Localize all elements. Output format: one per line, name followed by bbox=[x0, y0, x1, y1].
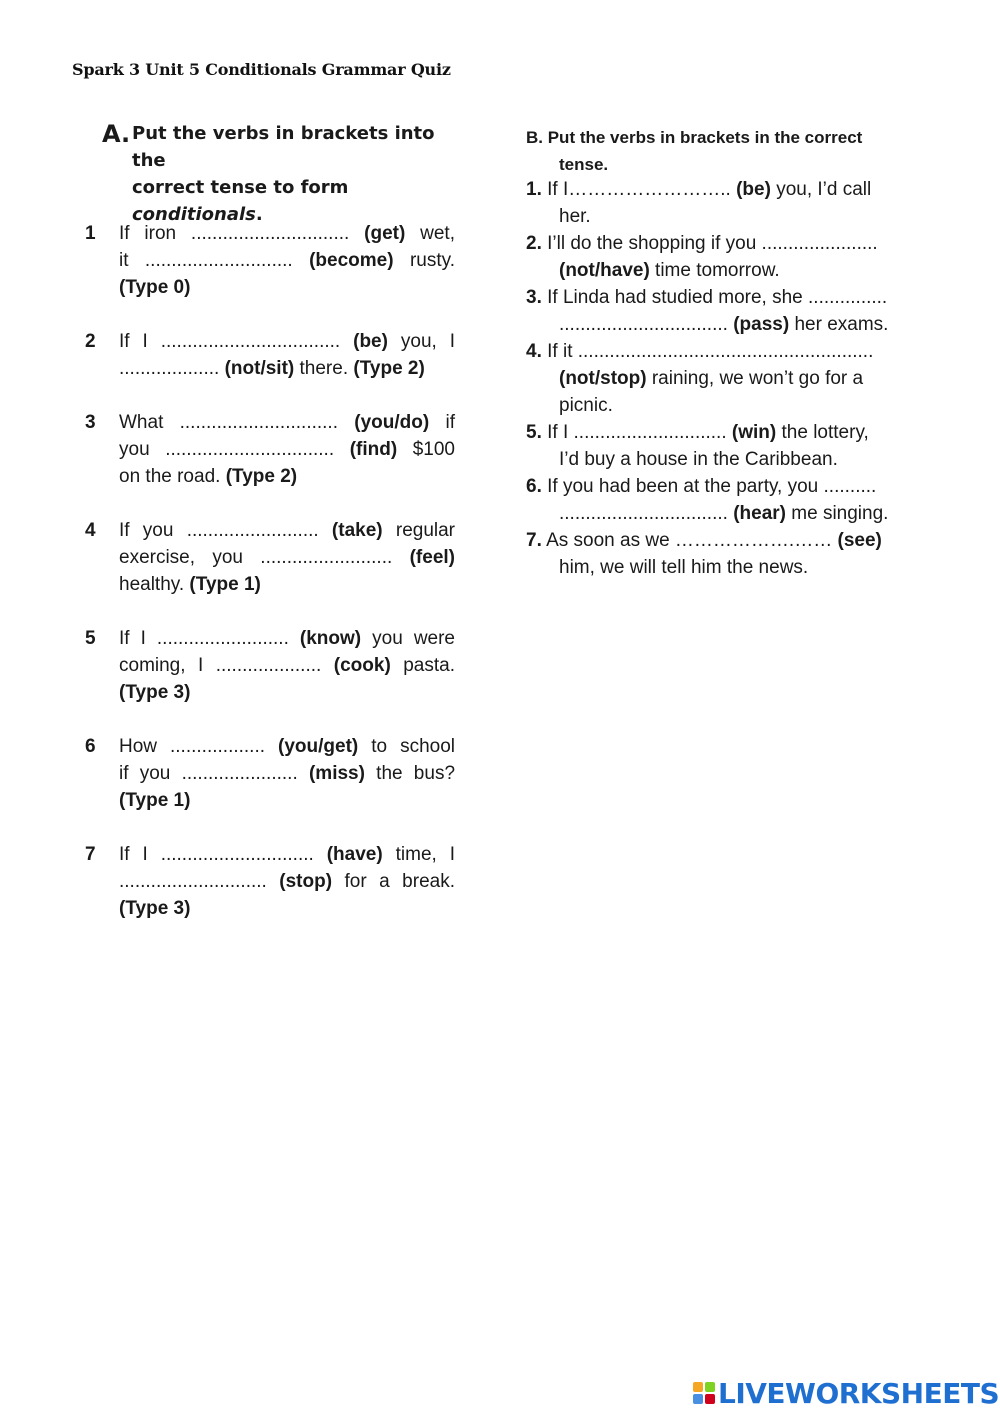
verb-prompt: (cook) bbox=[333, 655, 391, 676]
verb-prompt: (not/sit) bbox=[224, 358, 295, 379]
verb-prompt: (pass) bbox=[733, 314, 790, 335]
question-line bbox=[526, 311, 926, 338]
question-text: ................................ bbox=[559, 503, 734, 524]
question-text: regular bbox=[382, 520, 456, 541]
question-line bbox=[526, 257, 926, 284]
question-line bbox=[526, 203, 926, 230]
question-line bbox=[526, 338, 926, 365]
question-text: you ................................ bbox=[119, 439, 350, 460]
question-text: if bbox=[429, 412, 455, 433]
question-line bbox=[119, 544, 455, 571]
question-item bbox=[526, 284, 926, 338]
question-text: picnic. bbox=[559, 395, 613, 416]
question-text: raining, we won’t go for a bbox=[646, 368, 864, 389]
question-number: 3. bbox=[526, 287, 542, 308]
question-number: 4 bbox=[85, 520, 96, 541]
question-line bbox=[526, 392, 926, 419]
verb-prompt: (Type 3) bbox=[119, 898, 191, 919]
section-a-heading-period: . bbox=[255, 204, 263, 225]
question-text: him, we will tell him the news. bbox=[559, 557, 809, 578]
question-text: If I ......................... bbox=[119, 628, 300, 649]
liveworksheets-logo bbox=[693, 1376, 999, 1410]
question-number: 5 bbox=[85, 628, 96, 649]
section-a-letter: A. bbox=[102, 120, 131, 148]
verb-prompt: (stop) bbox=[279, 871, 333, 892]
question-text: I’d buy a house in the Caribbean. bbox=[559, 449, 838, 470]
verb-prompt: (not/stop) bbox=[559, 368, 647, 389]
verb-prompt: (Type 0) bbox=[119, 277, 191, 298]
section-b-question-list bbox=[526, 176, 926, 581]
question-number: 4. bbox=[526, 341, 542, 362]
question-line bbox=[119, 625, 455, 652]
question-text: time tomorrow. bbox=[649, 260, 780, 281]
question-item bbox=[526, 419, 926, 473]
question-text: you were bbox=[361, 628, 455, 649]
question-number: 2 bbox=[85, 331, 96, 352]
verb-prompt: (Type 2) bbox=[225, 466, 298, 487]
question-text: rusty. bbox=[393, 250, 455, 271]
question-text: for a break. bbox=[332, 871, 455, 892]
question-line bbox=[119, 436, 455, 463]
question-line bbox=[119, 517, 455, 544]
question-number: 1 bbox=[85, 223, 96, 244]
verb-prompt: (have) bbox=[326, 844, 383, 865]
question-item bbox=[526, 527, 926, 581]
logo-square bbox=[705, 1382, 715, 1392]
verb-prompt: (feel) bbox=[409, 547, 455, 568]
logo-text: LIVEWORKSHEETS bbox=[718, 1376, 1000, 1410]
question-number: 6 bbox=[85, 736, 96, 757]
question-line bbox=[119, 652, 455, 679]
question-number: 2. bbox=[526, 233, 542, 254]
question-line bbox=[119, 355, 455, 382]
question-number: 7. bbox=[526, 530, 542, 551]
question-text: How .................. bbox=[119, 736, 279, 757]
question-item bbox=[85, 733, 455, 814]
question-line bbox=[119, 733, 455, 760]
question-text: If it ........................................................ bbox=[541, 341, 874, 362]
question-number: 7 bbox=[85, 844, 96, 865]
verb-prompt: (become) bbox=[309, 250, 394, 271]
question-text: exercise, you ......................... bbox=[119, 547, 410, 568]
section-a-question-list bbox=[85, 220, 455, 949]
verb-prompt: (you/get) bbox=[278, 736, 359, 757]
question-text: the lottery, bbox=[776, 422, 869, 443]
question-line bbox=[526, 284, 926, 311]
question-line bbox=[119, 274, 455, 301]
question-line bbox=[526, 230, 926, 257]
question-line bbox=[119, 328, 455, 355]
question-text: her exams. bbox=[789, 314, 889, 335]
question-line bbox=[526, 446, 926, 473]
verb-prompt: (Type 3) bbox=[119, 682, 191, 703]
question-text: If you ......................... bbox=[119, 520, 332, 541]
question-item bbox=[526, 176, 926, 230]
verb-prompt: (be) bbox=[353, 331, 388, 352]
section-b-heading-line: tense. bbox=[559, 155, 609, 174]
question-line bbox=[119, 679, 455, 706]
question-text: If I ............................. bbox=[541, 422, 732, 443]
question-line bbox=[119, 463, 455, 490]
verb-prompt: (Type 1) bbox=[119, 790, 191, 811]
question-text: ............................ bbox=[119, 871, 280, 892]
verb-prompt: (take) bbox=[331, 520, 383, 541]
question-line bbox=[119, 787, 455, 814]
section-b-heading-line: B. Put the verbs in brackets in the correct bbox=[526, 128, 863, 147]
question-text: I’ll do the shopping if you ...................... bbox=[541, 233, 878, 254]
question-text: the bus? bbox=[364, 763, 456, 784]
question-line bbox=[526, 473, 926, 500]
question-line bbox=[526, 365, 926, 392]
question-text: If you had been at the party, you .......... bbox=[541, 476, 877, 497]
question-text: you, I’d call bbox=[770, 179, 872, 200]
question-text: ................................ bbox=[559, 314, 734, 335]
question-line bbox=[526, 554, 926, 581]
question-text: As soon as we ……………….…… bbox=[541, 530, 838, 551]
question-text: it ............................ bbox=[119, 250, 310, 271]
question-text: her. bbox=[559, 206, 591, 227]
section-a-heading-italic: conditionals bbox=[132, 204, 256, 225]
section-a-heading-line: correct tense to form bbox=[132, 177, 349, 198]
question-text: you, I bbox=[387, 331, 456, 352]
verb-prompt: (know) bbox=[299, 628, 362, 649]
question-line bbox=[526, 176, 926, 203]
question-text: to school bbox=[358, 736, 455, 757]
verb-prompt: (miss) bbox=[308, 763, 365, 784]
question-text: on the road. bbox=[119, 466, 226, 487]
question-line bbox=[119, 220, 455, 247]
question-line bbox=[119, 868, 455, 895]
question-text: If Linda had studied more, she ............... bbox=[541, 287, 888, 308]
question-line bbox=[119, 247, 455, 274]
question-number: 5. bbox=[526, 422, 542, 443]
section-a-heading bbox=[102, 120, 472, 228]
logo-square bbox=[693, 1394, 703, 1404]
question-line bbox=[119, 760, 455, 787]
question-number: 6. bbox=[526, 476, 542, 497]
logo-square bbox=[693, 1382, 703, 1392]
verb-prompt: (find) bbox=[349, 439, 398, 460]
verb-prompt: (be) bbox=[736, 179, 771, 200]
question-line bbox=[526, 527, 926, 554]
verb-prompt: (Type 1) bbox=[189, 574, 261, 595]
logo-square bbox=[705, 1394, 715, 1404]
question-text: if you ...................... bbox=[119, 763, 309, 784]
question-item bbox=[526, 473, 926, 527]
question-item bbox=[85, 409, 455, 490]
verb-prompt: (Type 2) bbox=[353, 358, 425, 379]
verb-prompt: (not/have) bbox=[559, 260, 650, 281]
verb-prompt: (get) bbox=[364, 223, 406, 244]
question-text: pasta. bbox=[390, 655, 455, 676]
question-item bbox=[85, 220, 455, 301]
verb-prompt: (see) bbox=[837, 530, 882, 551]
question-text: What .............................. bbox=[119, 412, 355, 433]
question-text: If I ............................. bbox=[119, 844, 327, 865]
question-text: If I .................................. bbox=[119, 331, 354, 352]
question-text: time, I bbox=[382, 844, 455, 865]
question-text: me singing. bbox=[786, 503, 889, 524]
verb-prompt: (hear) bbox=[733, 503, 786, 524]
logo-squares-icon bbox=[693, 1382, 715, 1404]
question-line bbox=[119, 571, 455, 598]
question-item bbox=[85, 328, 455, 382]
question-line bbox=[119, 409, 455, 436]
question-text: there. bbox=[294, 358, 354, 379]
verb-prompt: (you/do) bbox=[354, 412, 430, 433]
question-line bbox=[526, 500, 926, 527]
question-text: $100 bbox=[397, 439, 455, 460]
question-text: If iron .............................. bbox=[119, 223, 365, 244]
question-item bbox=[85, 625, 455, 706]
question-line bbox=[526, 419, 926, 446]
question-line bbox=[119, 895, 455, 922]
question-item bbox=[85, 517, 455, 598]
question-text: coming, I .................... bbox=[119, 655, 334, 676]
question-text: If I…………………….. bbox=[541, 179, 737, 200]
question-line bbox=[119, 841, 455, 868]
worksheet-title: Spark 3 Unit 5 Conditionals Grammar Quiz bbox=[72, 60, 451, 79]
question-text: wet, bbox=[405, 223, 455, 244]
question-number: 1. bbox=[526, 179, 542, 200]
question-item bbox=[526, 338, 926, 419]
question-text: ................... bbox=[119, 358, 225, 379]
question-text: healthy. bbox=[119, 574, 190, 595]
section-a-heading-line: Put the verbs in brackets into the bbox=[132, 123, 435, 171]
verb-prompt: (win) bbox=[731, 422, 777, 443]
section-b-heading bbox=[526, 124, 926, 178]
question-item bbox=[85, 841, 455, 922]
question-number: 3 bbox=[85, 412, 96, 433]
question-item bbox=[526, 230, 926, 284]
